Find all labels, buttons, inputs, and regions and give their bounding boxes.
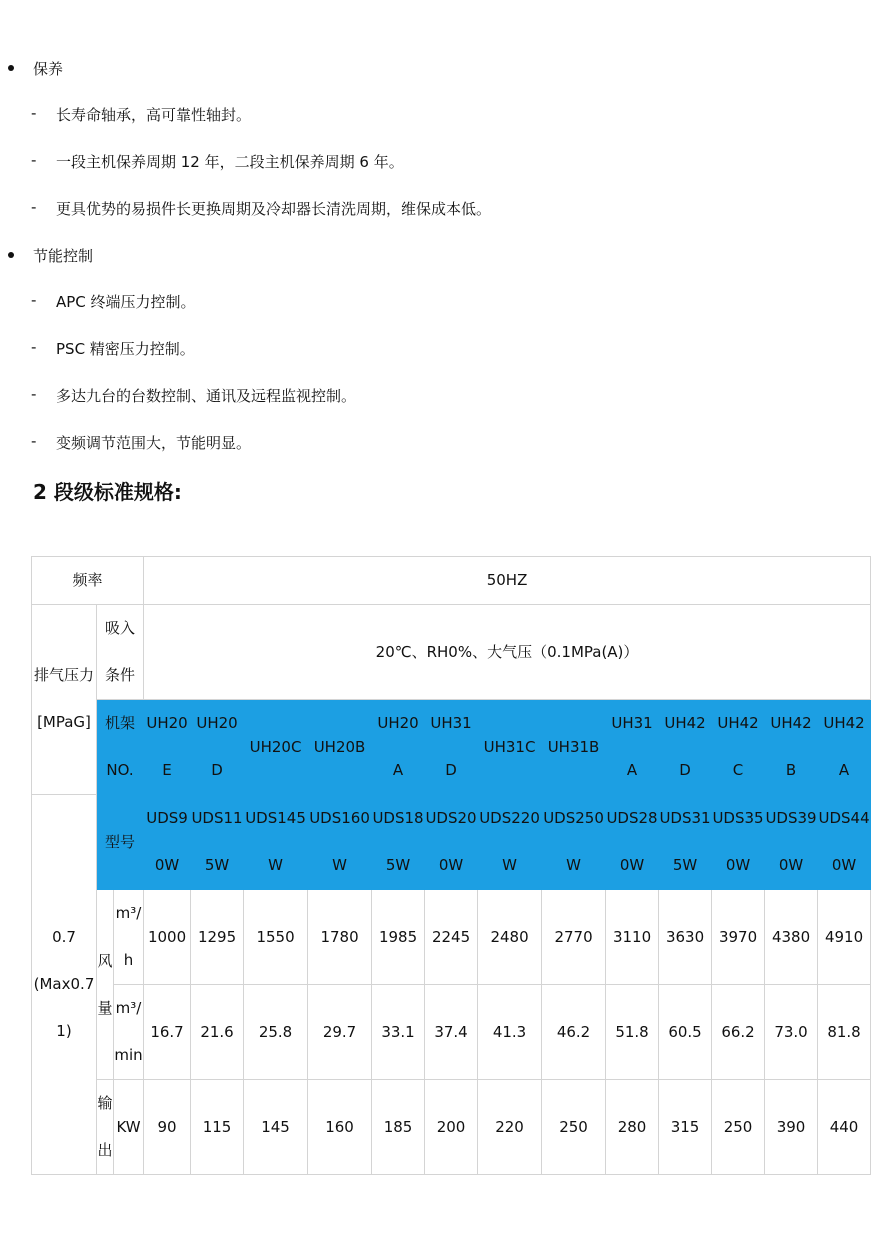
- frame-cell: UH20C: [244, 700, 308, 795]
- model-cell: [659, 795, 712, 890]
- table-cell: 1550: [244, 890, 308, 985]
- output-label-line: 出: [97, 1141, 113, 1159]
- table-cell: 66.2: [712, 985, 765, 1080]
- frame-line: B: [785, 761, 797, 779]
- model-line: 5W: [204, 856, 230, 874]
- model-cell: [542, 795, 606, 890]
- table-cell: 81.8: [818, 985, 871, 1080]
- model-row: [32, 795, 871, 890]
- frame-cell: [712, 700, 765, 795]
- frame-label-line: NO.: [106, 761, 134, 779]
- model-label: 型号: [97, 795, 144, 890]
- model-cell: [712, 795, 765, 890]
- bullet-title: 保养: [33, 60, 64, 78]
- frame-cell: [765, 700, 818, 795]
- model-cell: [244, 795, 308, 890]
- table-cell: 250: [712, 1080, 765, 1175]
- output-row: [32, 1080, 871, 1175]
- freq-value: 50HZ: [144, 557, 871, 605]
- model-cell: [191, 795, 244, 890]
- intake-label-line: 吸入: [105, 619, 136, 637]
- airflow-label-line: 风: [97, 951, 113, 970]
- model-line: 0W: [725, 856, 751, 874]
- table-cell: 185: [372, 1080, 425, 1175]
- list-item-text: 变频调节范围大，节能明显。: [56, 434, 252, 452]
- table-cell: 3970: [712, 890, 765, 985]
- frame-label: [97, 700, 144, 795]
- model-line: 0W: [154, 856, 180, 874]
- table-cell: 37.4: [425, 985, 478, 1080]
- model-line: UDS35: [712, 809, 764, 827]
- model-cell: [478, 795, 542, 890]
- table-cell: 4380: [765, 890, 818, 985]
- table-cell: 160: [308, 1080, 372, 1175]
- frame-line: A: [838, 761, 850, 779]
- table-cell: 46.2: [542, 985, 606, 1080]
- airflow-m3h-row: [32, 890, 871, 985]
- intake-label-line: 条件: [105, 666, 136, 684]
- model-line: 0W: [778, 856, 804, 874]
- model-line: UDS39: [765, 809, 817, 827]
- table-cell: 33.1: [372, 985, 425, 1080]
- list-item-text: 一段主机保养周期 12 年，二段主机保养周期 6 年。: [56, 153, 404, 171]
- table-cell: 1000: [144, 890, 191, 985]
- frame-cell: [425, 700, 478, 795]
- pressure-value-line: (Max0.7: [33, 975, 95, 993]
- model-cell: [818, 795, 871, 890]
- model-line: W: [268, 856, 283, 874]
- table-cell: 3110: [606, 890, 659, 985]
- table-cell: 440: [818, 1080, 871, 1175]
- table-cell: 280: [606, 1080, 659, 1175]
- airflow-label: [97, 890, 114, 1080]
- table-cell: 200: [425, 1080, 478, 1175]
- unit-line: h: [123, 951, 134, 969]
- list-item-text: APC 终端压力控制。: [56, 293, 196, 311]
- list-item-text: PSC 精密压力控制。: [56, 340, 195, 358]
- dash: -: [31, 198, 37, 216]
- dash: -: [31, 104, 37, 122]
- table-cell: 390: [765, 1080, 818, 1175]
- table-cell: 145: [244, 1080, 308, 1175]
- model-line: W: [332, 856, 347, 874]
- table-cell: 4910: [818, 890, 871, 985]
- dash: -: [31, 291, 37, 309]
- unit-kw: KW: [114, 1080, 144, 1175]
- table-cell: 1985: [372, 890, 425, 985]
- airflow-label-line: 量: [97, 998, 113, 1017]
- frame-line: UH31: [430, 714, 472, 732]
- frame-line: UH42: [664, 714, 706, 732]
- dash: -: [31, 385, 37, 403]
- table-cell: 25.8: [244, 985, 308, 1080]
- dash: -: [31, 338, 37, 356]
- table-cell: 51.8: [606, 985, 659, 1080]
- model-cell: [606, 795, 659, 890]
- unit-line: m³/: [115, 999, 142, 1017]
- table-cell: 3630: [659, 890, 712, 985]
- frame-line: A: [626, 761, 638, 779]
- frame-line: UH42: [823, 714, 865, 732]
- model-line: UDS9: [146, 809, 188, 827]
- frame-cell: [191, 700, 244, 795]
- pressure-label-line: [MPaG]: [37, 713, 91, 731]
- list-item-text: 多达九台的台数控制、通讯及远程监视控制。: [56, 387, 357, 405]
- frame-cell: [659, 700, 712, 795]
- pressure-label: [32, 605, 97, 795]
- freq-label: 频率: [32, 557, 144, 605]
- model-cell: [308, 795, 372, 890]
- model-line: 0W: [831, 856, 857, 874]
- table-cell: 2770: [542, 890, 606, 985]
- model-line: UDS145: [245, 809, 306, 827]
- intake-label: [97, 605, 144, 700]
- section-heading: 2 段级标准规格:: [33, 480, 182, 504]
- model-line: UDS220: [479, 809, 540, 827]
- table-cell: 115: [191, 1080, 244, 1175]
- table-cell: 90: [144, 1080, 191, 1175]
- pressure-value-line: 0.7: [52, 928, 76, 946]
- model-cell: [144, 795, 191, 890]
- bullet-dot: [8, 252, 14, 258]
- frame-cell: [606, 700, 659, 795]
- model-line: UDS160: [309, 809, 370, 827]
- frame-line: UH20: [196, 714, 238, 732]
- frame-line: UH42: [770, 714, 812, 732]
- list-item-text: 长寿命轴承，高可靠性轴封。: [56, 106, 252, 124]
- table-cell: 2480: [478, 890, 542, 985]
- table-cell: 29.7: [308, 985, 372, 1080]
- model-line: UDS250: [543, 809, 604, 827]
- dash: -: [31, 432, 37, 450]
- frame-line: D: [445, 761, 457, 779]
- model-line: UDS18: [372, 809, 424, 827]
- bullet-title: 节能控制: [33, 247, 94, 265]
- table-cell: 73.0: [765, 985, 818, 1080]
- model-line: 0W: [619, 856, 645, 874]
- frame-line: A: [392, 761, 404, 779]
- model-line: UDS11: [191, 809, 243, 827]
- airflow-m3min-row: [32, 985, 871, 1080]
- frame-line: UH20: [377, 714, 419, 732]
- table-cell: 1295: [191, 890, 244, 985]
- frame-row: [32, 700, 871, 795]
- unit-m3h: [114, 890, 144, 985]
- list-item-text: 更具优势的易损件长更换周期及冷却器长清洗周期，维保成本低。: [56, 200, 492, 218]
- table-cell: 41.3: [478, 985, 542, 1080]
- dash: -: [31, 151, 37, 169]
- table-cell: 60.5: [659, 985, 712, 1080]
- model-line: W: [566, 856, 581, 874]
- table-cell: 16.7: [144, 985, 191, 1080]
- output-label-line: 输: [97, 1094, 113, 1112]
- bullet-dot: [8, 65, 14, 71]
- unit-m3min: [114, 985, 144, 1080]
- table-cell: 250: [542, 1080, 606, 1175]
- table-cell: 220: [478, 1080, 542, 1175]
- model-cell: [372, 795, 425, 890]
- model-line: UDS20: [425, 809, 477, 827]
- spec-table: [31, 556, 871, 1175]
- model-line: 0W: [438, 856, 464, 874]
- frame-cell: UH20B: [308, 700, 372, 795]
- frame-cell: UH31C: [478, 700, 542, 795]
- model-line: 5W: [385, 856, 411, 874]
- frame-label-line: 机架: [105, 714, 136, 732]
- frame-line: UH42: [717, 714, 759, 732]
- frame-line: D: [211, 761, 223, 779]
- table-cell: 2245: [425, 890, 478, 985]
- pressure-value: [32, 795, 97, 1175]
- model-line: UDS44: [818, 809, 870, 827]
- frame-line: E: [162, 761, 172, 779]
- frame-line: UH31: [611, 714, 653, 732]
- frame-cell: [144, 700, 191, 795]
- frame-line: D: [679, 761, 691, 779]
- model-line: 5W: [672, 856, 698, 874]
- model-line: W: [502, 856, 517, 874]
- table-cell: 21.6: [191, 985, 244, 1080]
- pressure-label-line: 排气压力: [33, 666, 94, 684]
- unit-line: min: [114, 1046, 143, 1064]
- table-cell: 1780: [308, 890, 372, 985]
- frame-cell: UH31B: [542, 700, 606, 795]
- model-cell: [765, 795, 818, 890]
- model-line: UDS31: [659, 809, 711, 827]
- frame-line: C: [732, 761, 744, 779]
- pressure-value-line: 1): [56, 1022, 72, 1040]
- intake-condition: 20℃、RH0%、大气压（0.1MPa(A)）: [144, 605, 871, 700]
- frame-cell: [372, 700, 425, 795]
- frame-cell: [818, 700, 871, 795]
- model-cell: [425, 795, 478, 890]
- output-label: [97, 1080, 114, 1175]
- table-cell: 315: [659, 1080, 712, 1175]
- model-line: UDS28: [606, 809, 658, 827]
- frame-line: UH20: [146, 714, 188, 732]
- unit-line: m³/: [115, 904, 142, 922]
